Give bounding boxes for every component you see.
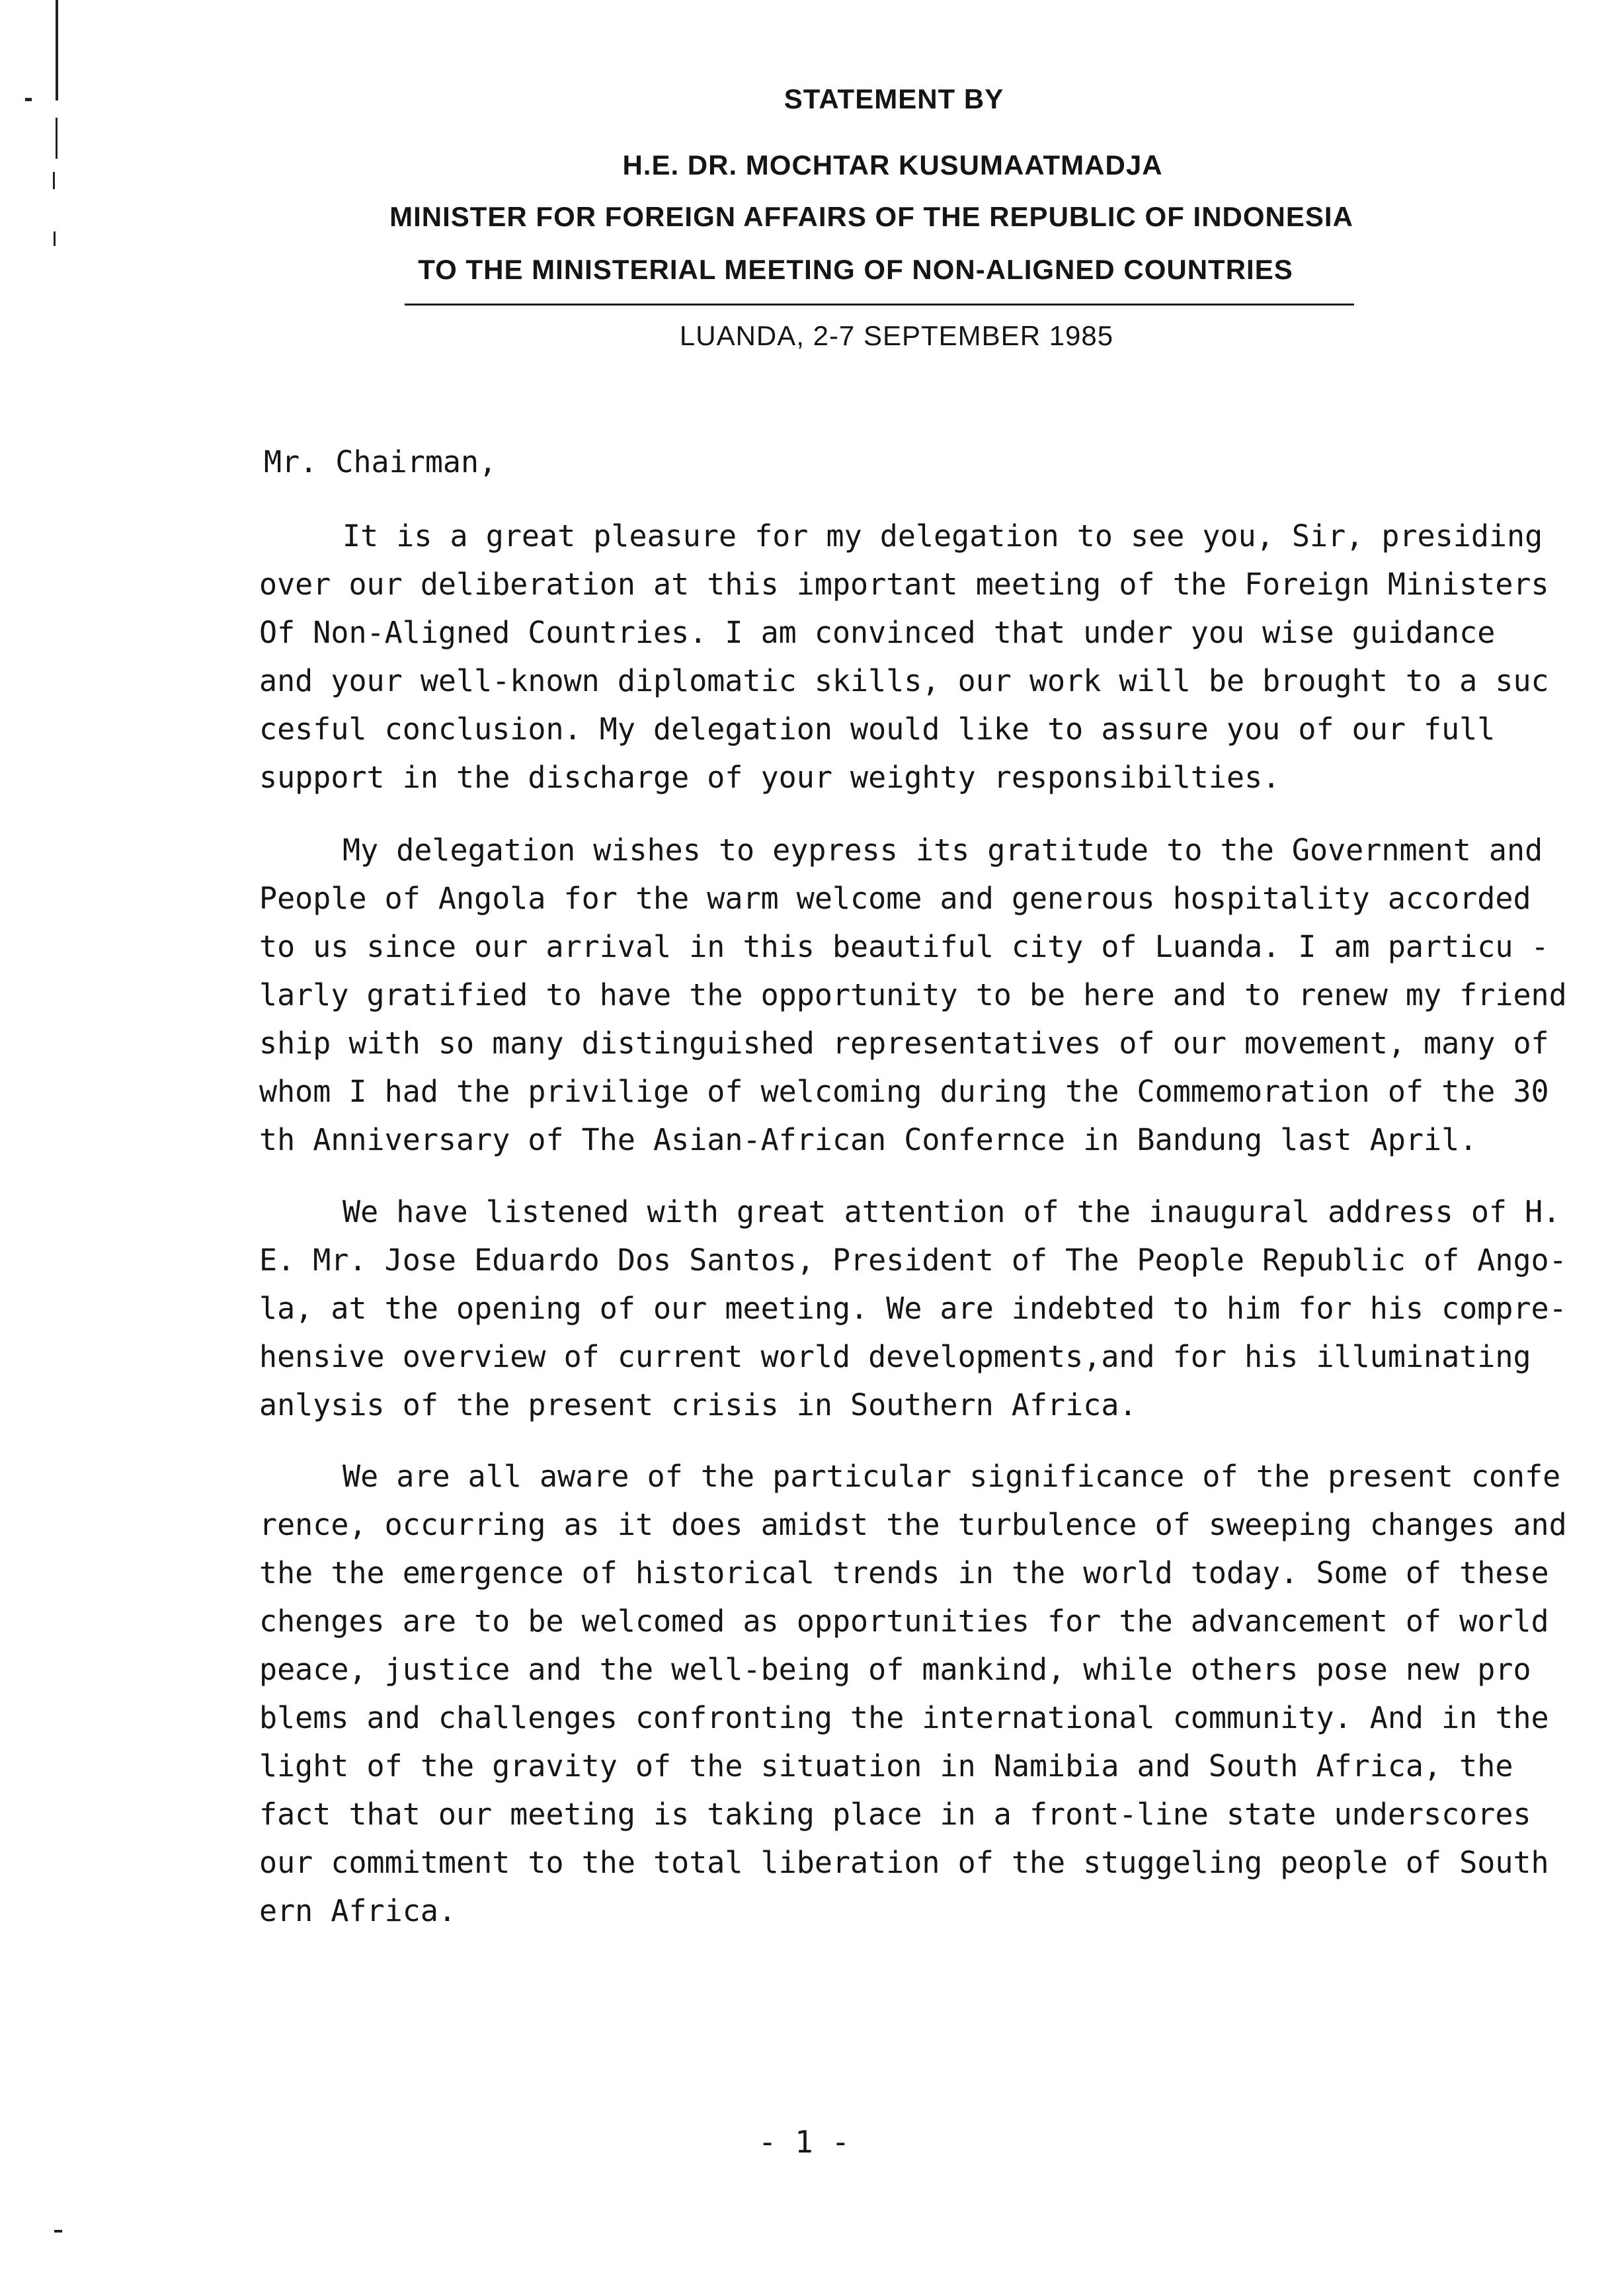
text-line: and your well-known diplomatic skills, our work will be brought to a suc: [259, 663, 1549, 698]
text-line: la, at the opening of our meeting. We are indebted to him for his compre-: [259, 1291, 1567, 1326]
text-line: It is a great pleasure for my delegation to see you, Sir, presiding: [342, 518, 1543, 554]
text-line: cesful conclusion. My delegation would like to assure you of our full: [259, 712, 1496, 747]
meeting-title: TO THE MINISTERIAL MEETING OF NON-ALIGNED COUNTRIES: [418, 254, 1293, 285]
text-line: chenges are to be welcomed as opportunities for the advancement of world: [259, 1604, 1549, 1639]
text-line: We have listened with great attention of the inaugural address of H.: [342, 1194, 1561, 1229]
text-line: to us since our arrival in this beautiful city of Luanda. I am particu -: [259, 929, 1549, 964]
speaker-title: MINISTER FOR FOREIGN AFFAIRS OF THE REPUBLIC OF INDONESIA: [389, 201, 1353, 232]
text-line: fact that our meeting is taking place in a front-line state underscores: [259, 1797, 1531, 1832]
text-line: ern Africa.: [259, 1893, 457, 1928]
margin-speck: [54, 2230, 62, 2233]
text-line: over our deliberation at this important meeting of the Foreign Ministers: [259, 567, 1549, 602]
margin-speck: [54, 231, 56, 246]
paragraph-2: [259, 826, 1567, 1164]
text-line: blems and challenges confronting the international community. And in the: [259, 1700, 1549, 1735]
text-line: support in the discharge of your weighty responsibilties.: [259, 760, 1281, 795]
margin-binding-line: [56, 0, 58, 101]
text-line: People of Angola for the warm welcome and generous hospitality accorded: [259, 881, 1531, 916]
page-number: - 1 -: [758, 2124, 850, 2160]
text-line: rence, occurring as it does amidst the turbulence of sweeping changes and: [259, 1507, 1567, 1542]
text-line: Of Non-Aligned Countries. I am convinced that under you wise guidance: [259, 615, 1496, 650]
meeting-location-date: LUANDA, 2-7 SEPTEMBER 1985: [679, 320, 1114, 351]
text-line: whom I had the privilige of welcoming during the Commemoration of the 30: [259, 1074, 1549, 1109]
paragraph-3: [259, 1188, 1567, 1429]
text-line: th Anniversary of The Asian-African Confernce in Bandung last April.: [259, 1122, 1478, 1157]
text-line: We are all aware of the particular significance of the present confe: [342, 1459, 1561, 1494]
text-line: our commitment to the total liberation of the stuggeling people of South: [259, 1845, 1549, 1880]
text-line: larly gratified to have the opportunity to be here and to renew my friend: [259, 977, 1567, 1012]
text-line: hensive overview of current world developments,and for his illuminating: [259, 1339, 1531, 1374]
text-line: peace, justice and the well-being of mankind, while others pose new pro: [259, 1652, 1531, 1687]
text-line: light of the gravity of the situation in Namibia and South Africa, the: [259, 1748, 1513, 1784]
header-rule: [405, 304, 1354, 306]
statement-heading: STATEMENT BY: [784, 83, 1004, 114]
text-line: My delegation wishes to eypress its gratitude to the Government and: [342, 833, 1543, 868]
margin-speck: [25, 98, 32, 101]
text-line: ship with so many distinguished representatives of our movement, many of: [259, 1026, 1549, 1061]
paragraph-4: [259, 1452, 1567, 1935]
text-line: E. Mr. Jose Eduardo Dos Santos, President of The People Republic of Ango-: [259, 1243, 1567, 1278]
salutation: Mr. Chairman,: [264, 444, 497, 479]
paragraph-1: [259, 512, 1549, 801]
margin-speck: [53, 172, 55, 189]
speaker-name: H.E. DR. MOCHTAR KUSUMAATMADJA: [622, 149, 1163, 181]
text-line: the the emergence of historical trends in the world today. Some of these: [259, 1555, 1549, 1590]
text-line: anlysis of the present crisis in Southern Africa.: [259, 1387, 1137, 1422]
margin-binding-line-lower: [56, 118, 58, 159]
